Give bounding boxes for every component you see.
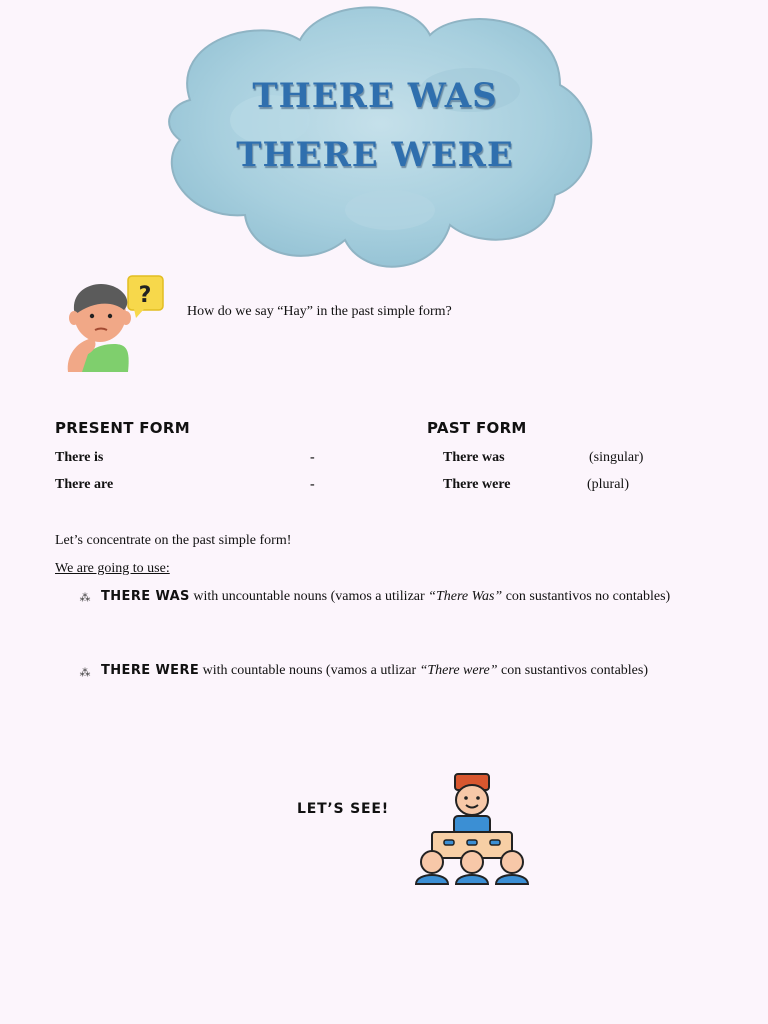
teacher-class-icon: [412, 770, 532, 890]
bullet-italic: “There Was”: [428, 589, 503, 604]
past-form-heading: PAST FORM: [427, 419, 527, 437]
bullet-item: [101, 662, 711, 680]
bullet-text: with uncountable nouns (vamos a utilizar: [189, 589, 429, 604]
bullet-symbol: ⁂: [79, 591, 91, 604]
question-text: How do we say “Hay” in the past simple form?: [187, 304, 452, 319]
note-cell: (singular): [589, 450, 644, 465]
use-label: We are going to use:: [55, 561, 170, 576]
bullet-italic: “There were”: [419, 663, 498, 678]
dash-cell: -: [310, 450, 315, 465]
past-cell: There were: [443, 477, 511, 492]
present-cell: There is: [55, 450, 104, 465]
bullet-symbol: ⁂: [79, 666, 91, 679]
title-line-2: THERE WERE: [236, 135, 514, 175]
past-cell: There was: [443, 450, 505, 465]
keyword: THERE WAS: [101, 589, 190, 604]
intro-text: Let’s concentrate on the past simple form!: [55, 533, 292, 548]
bullet-text: con sustantivos contables): [497, 663, 649, 678]
present-form-heading: PRESENT FORM: [55, 419, 190, 437]
thinking-person-icon: [62, 272, 168, 372]
present-cell: There are: [55, 477, 114, 492]
note-cell: (plural): [587, 477, 629, 492]
dash-cell: -: [310, 477, 315, 492]
lets-see-label: LET’S SEE!: [297, 801, 389, 817]
bullet-text: with countable nouns (vamos a utlizar: [199, 663, 420, 678]
bullet-text: con sustantivos no contables): [502, 589, 671, 604]
title-line-1: THERE WAS: [252, 76, 498, 116]
bullet-item: [101, 588, 711, 606]
svg-text:?: ?: [138, 283, 152, 308]
keyword: THERE WERE: [101, 663, 200, 678]
